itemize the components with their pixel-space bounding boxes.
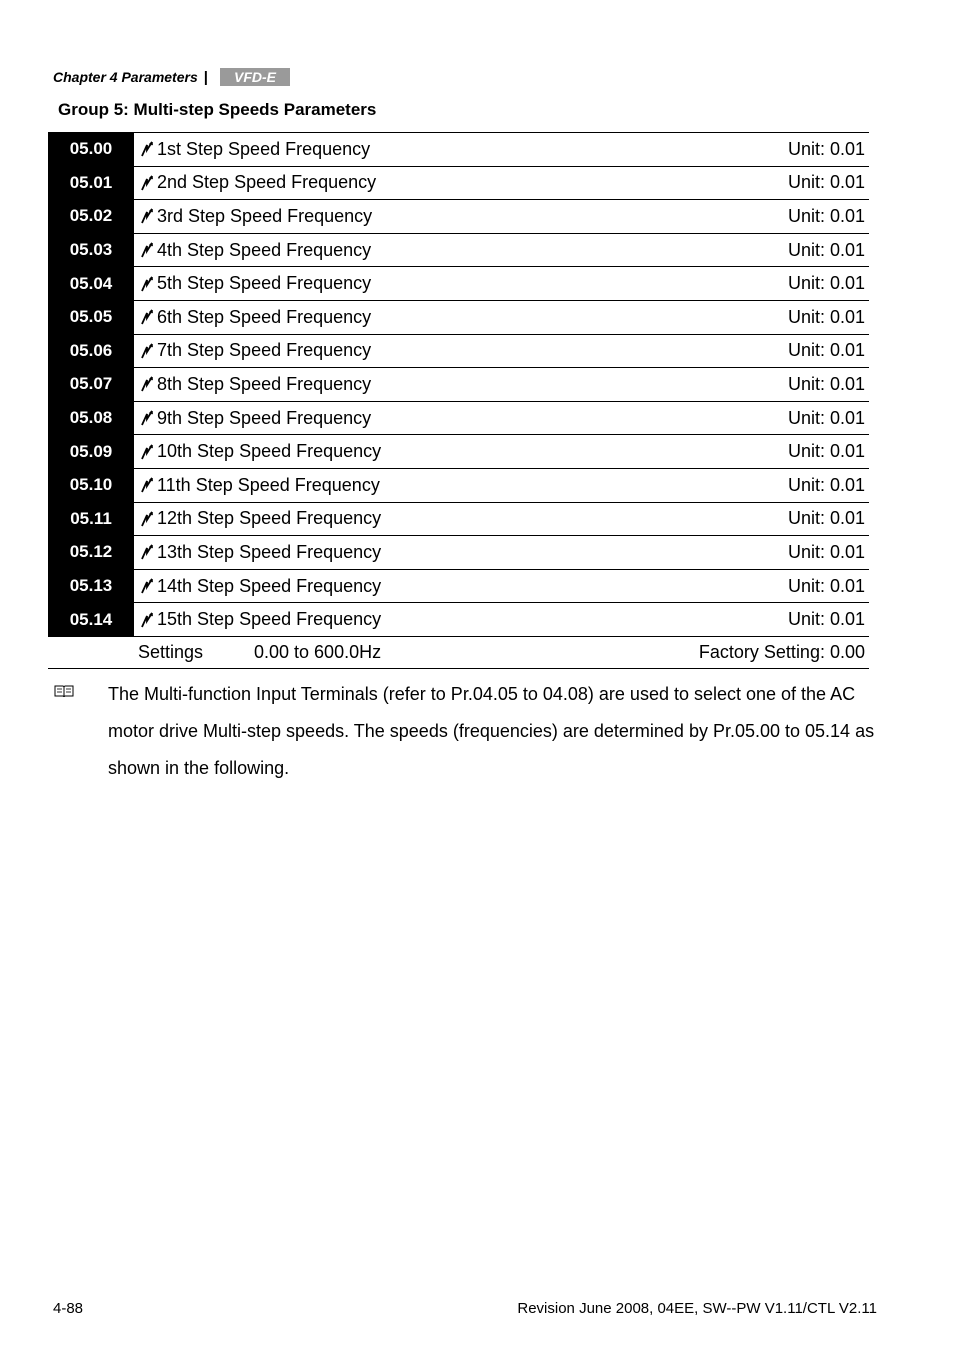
parameter-name: 15th Step Speed Frequency: [157, 609, 382, 630]
change-during-operation-icon: [140, 444, 154, 460]
logo-text: VFD-E: [233, 69, 276, 85]
parameter-name: 5th Step Speed Frequency: [157, 273, 372, 294]
chapter-separator: |: [203, 68, 208, 86]
book-icon: [54, 684, 74, 698]
change-during-operation-icon: [140, 141, 154, 157]
parameter-name-wrap: [140, 172, 376, 193]
parameter-unit: Unit: 0.01: [787, 373, 865, 394]
parameter-id: 05.13: [48, 570, 134, 603]
parameter-name-wrap: [140, 542, 381, 563]
parameter-body: [134, 133, 869, 166]
parameter-id: 05.03: [48, 234, 134, 267]
parameter-name-wrap: [140, 374, 371, 395]
parameter-body: [134, 335, 869, 368]
parameter-unit: Unit: 0.01: [787, 340, 865, 361]
factory-setting: Factory Setting: 0.00: [698, 641, 865, 662]
settings-range: 0.00 to 600.0Hz: [254, 641, 382, 662]
page-number: 4-88: [53, 1300, 84, 1317]
parameter-name: 9th Step Speed Frequency: [157, 407, 372, 428]
change-during-operation-icon: [140, 208, 154, 224]
parameter-id: 05.14: [48, 603, 134, 636]
change-during-operation-icon: [140, 276, 154, 292]
parameter-body: [134, 301, 869, 334]
parameter-row: [48, 300, 869, 334]
parameter-name-wrap: [140, 576, 381, 597]
parameter-id: 05.01: [48, 167, 134, 200]
change-during-operation-icon: [140, 175, 154, 191]
parameter-body: [134, 435, 869, 468]
parameter-name-wrap: [140, 340, 371, 361]
parameter-unit: Unit: 0.01: [787, 239, 865, 260]
change-during-operation-icon: [140, 376, 154, 392]
parameter-unit: Unit: 0.01: [787, 575, 865, 596]
parameter-name: 10th Step Speed Frequency: [157, 441, 382, 462]
parameter-row: [48, 434, 869, 468]
parameter-name: 2nd Step Speed Frequency: [157, 172, 377, 193]
parameter-row: [48, 166, 869, 200]
parameter-id: 05.07: [48, 368, 134, 401]
change-during-operation-icon: [140, 410, 154, 426]
parameter-name: 1st Step Speed Frequency: [157, 138, 371, 159]
group-title: Group 5: Multi-step Speeds Parameters: [58, 100, 377, 119]
parameter-name-wrap: [140, 408, 371, 429]
parameter-name: 13th Step Speed Frequency: [157, 541, 382, 562]
parameter-id: 05.04: [48, 267, 134, 300]
parameter-id: 05.06: [48, 335, 134, 368]
parameter-unit: Unit: 0.01: [787, 138, 865, 159]
change-during-operation-icon: [140, 578, 154, 594]
change-during-operation-icon: [140, 477, 154, 493]
parameter-id: 05.08: [48, 402, 134, 435]
parameter-name: 7th Step Speed Frequency: [157, 340, 372, 361]
parameter-row: [48, 535, 869, 569]
parameter-body: [134, 267, 869, 300]
parameter-row: [48, 367, 869, 401]
parameter-id: 05.00: [48, 133, 134, 166]
parameter-row: [48, 468, 869, 502]
parameter-unit: Unit: 0.01: [787, 172, 865, 193]
note-section: [54, 676, 884, 787]
parameter-name: 4th Step Speed Frequency: [157, 239, 372, 260]
parameter-body: [134, 167, 869, 200]
chapter-title: Chapter 4 Parameters: [53, 69, 198, 85]
parameter-rows: [48, 132, 869, 636]
parameter-row: [48, 602, 869, 636]
parameter-body: [134, 469, 869, 502]
change-during-operation-icon: [140, 343, 154, 359]
parameter-row: [48, 334, 869, 368]
parameter-row: [48, 569, 869, 603]
parameter-unit: Unit: 0.01: [787, 273, 865, 294]
parameter-name-wrap: [140, 307, 371, 328]
parameter-name-wrap: [140, 240, 371, 261]
parameter-row: [48, 132, 869, 166]
parameter-body: [134, 368, 869, 401]
parameter-row: [48, 199, 869, 233]
parameter-name: 12th Step Speed Frequency: [157, 508, 382, 529]
change-during-operation-icon: [140, 544, 154, 560]
settings-row: [48, 636, 869, 669]
parameter-body: [134, 536, 869, 569]
parameter-unit: Unit: 0.01: [787, 407, 865, 428]
chapter-header: [53, 66, 290, 88]
change-during-operation-icon: [140, 309, 154, 325]
parameter-name-wrap: [140, 139, 370, 160]
parameter-name: 11th Step Speed Frequency: [157, 474, 380, 495]
change-during-operation-icon: [140, 511, 154, 527]
parameter-name-wrap: [140, 508, 381, 529]
parameter-unit: Unit: 0.01: [787, 306, 865, 327]
parameter-name: 8th Step Speed Frequency: [157, 373, 372, 394]
parameter-id: 05.10: [48, 469, 134, 502]
parameter-id: 05.09: [48, 435, 134, 468]
parameter-id: 05.11: [48, 503, 134, 536]
parameter-id: 05.12: [48, 536, 134, 569]
parameter-body: [134, 234, 869, 267]
revision-info: Revision June 2008, 04EE, SW--PW V1.11/CTL V2.11: [517, 1300, 877, 1317]
parameter-table: [48, 132, 869, 669]
parameter-row: [48, 233, 869, 267]
parameter-row: [48, 401, 869, 435]
parameter-body: [134, 603, 869, 636]
parameter-row: [48, 266, 869, 300]
parameter-id: 05.05: [48, 301, 134, 334]
parameter-name-wrap: [140, 273, 371, 294]
change-during-operation-icon: [140, 612, 154, 628]
parameter-body: [134, 402, 869, 435]
parameter-unit: Unit: 0.01: [787, 474, 865, 495]
parameter-id: 05.02: [48, 200, 134, 233]
change-during-operation-icon: [140, 242, 154, 258]
parameter-name-wrap: [140, 206, 372, 227]
parameter-unit: Unit: 0.01: [787, 541, 865, 562]
parameter-name-wrap: [140, 475, 380, 496]
settings-label: Settings: [138, 641, 204, 662]
parameter-name: 6th Step Speed Frequency: [157, 306, 372, 327]
vfd-e-logo: [220, 68, 290, 86]
parameter-unit: Unit: 0.01: [787, 609, 865, 630]
parameter-name-wrap: [140, 609, 381, 630]
parameter-row: [48, 502, 869, 536]
parameter-body: [134, 200, 869, 233]
parameter-unit: Unit: 0.01: [787, 441, 865, 462]
parameter-unit: Unit: 0.01: [787, 508, 865, 529]
parameter-unit: Unit: 0.01: [787, 205, 865, 226]
parameter-name: 3rd Step Speed Frequency: [157, 205, 373, 226]
parameter-name-wrap: [140, 441, 381, 462]
note-text: The Multi-function Input Terminals (refer to Pr.04.05 to 04.08) are used to select one of the AC motor drive Multi-step speeds. The speeds (frequencies) are determined by Pr.05.00 to 05.14 as shown in the following.: [108, 684, 875, 778]
parameter-body: [134, 503, 869, 536]
parameter-body: [134, 570, 869, 603]
parameter-name: 14th Step Speed Frequency: [157, 575, 382, 596]
